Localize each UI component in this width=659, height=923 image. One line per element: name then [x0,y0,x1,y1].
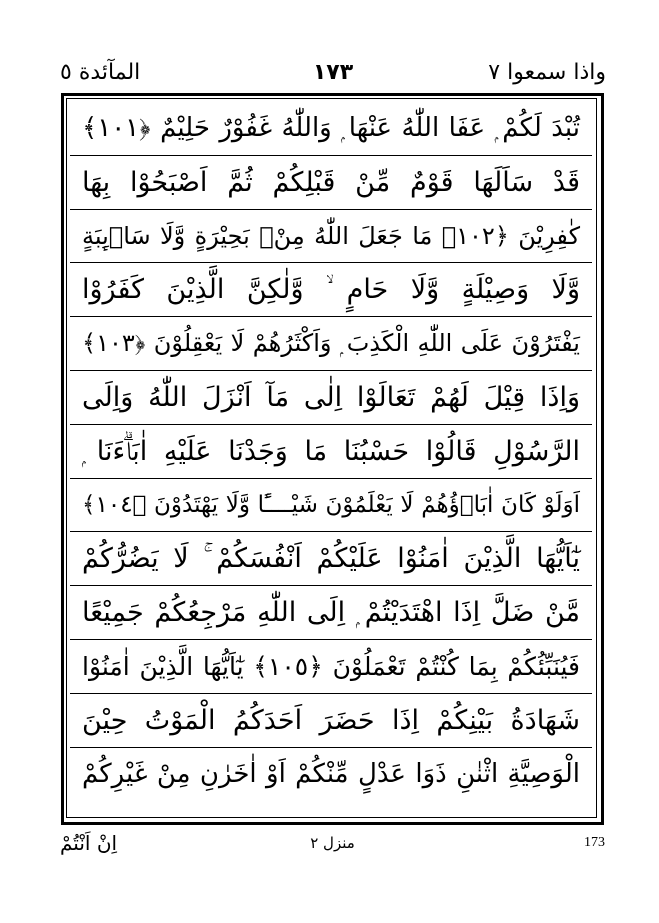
text-line: مَّنْ ضَلَّ اِذَا اهْتَدَيْتُمْ ۭ اِلَى اللّٰهِ مَرْجِعُكُمْ جَمِيْعًا [70,586,592,640]
text-line: فَيُنَبِّئُكُمْ بِمَا كُنْتُمْ تَعْمَلُوْنَ ﴿١٠٥﴾ يٰٓاَيُّهَا الَّذِيْنَ اٰمَنُوْا [70,640,592,694]
text-line: قَدْ سَاَلَهَا قَوْمٌ مِّنْ قَبْلِكُمْ ثُمَّ اَصْبَحُوْا بِهَا [70,156,592,210]
text-line: وَاِذَا قِيْلَ لَهُمْ تَعَالَوْا اِلٰى مَآ اَنْزَلَ اللّٰهُ وَاِلَى [70,371,592,425]
text-block [70,102,592,814]
text-line: الْوَصِيَّةِ اثْنٰنِ ذَوَا عَدْلٍ مِّنْكُمْ اَوْ اٰخَرٰنِ مِنْ غَيْرِكُمْ [82,758,580,789]
manzil-label: منزل ٢ [310,834,355,852]
text-line: اَوَلَوْ كَانَ اٰبَاۗؤُهُمْ لَا يَعْلَمُوْنَ شَيْــــًٔا وَّلَا يَهْتَدُوْنَ ﴿١٠٤﴾ [70,479,592,533]
text-line: شَهَادَةُ بَيْنِكُمْ اِذَا حَضَرَ اَحَدَكُمُ الْمَوْتُ حِيْنَ [70,694,592,748]
text-line: كٰفِرِيْنَ ﴿١٠٢﴾ مَا جَعَلَ اللّٰهُ مِنْۢ بَحِيْرَةٍ وَّلَا سَاۗىِٕبَةٍ [70,210,592,264]
page-number-arabic: ١٧٣ [312,60,354,85]
page-header [60,58,606,92]
juz-name: واذا سمعوا ٧ [488,60,606,85]
text-line: يَفْتَرُوْنَ عَلَى اللّٰهِ الْكَذِبَ ۭ وَاَكْثَرُهُمْ لَا يَعْقِلُوْنَ ﴿١٠٣﴾ [70,317,592,371]
text-line: الرَّسُوْلِ قَالُوْا حَسْبُنَا مَا وَجَدْنَا عَلَيْهِ اٰبَاۗءَنَا ۭ [70,425,592,479]
text-line: تُبْدَ لَكُمْ ۭ عَفَا اللّٰهُ عَنْهَا ۭ وَاللّٰهُ غَفُوْرٌ حَلِيْمٌ ﴿١٠١﴾ [70,102,592,156]
page-footer [60,828,605,862]
catchword: اِنْ اَنْتُمْ [60,831,118,855]
text-line: يٰٓاَيُّهَا الَّذِيْنَ اٰمَنُوْا عَلَيْكُمْ اَنْفُسَكُمْ ۚ لَا يَضُرُّكُمْ [70,532,592,586]
surah-name: المآئدة ٥ [60,60,141,85]
page-number: 173 [584,835,605,850]
text-line: وَّلَا وَصِيْلَةٍ وَّلَا حَامٍ ۙ وَّلٰكِنَّ الَّذِيْنَ كَفَرُوْا [70,263,592,317]
